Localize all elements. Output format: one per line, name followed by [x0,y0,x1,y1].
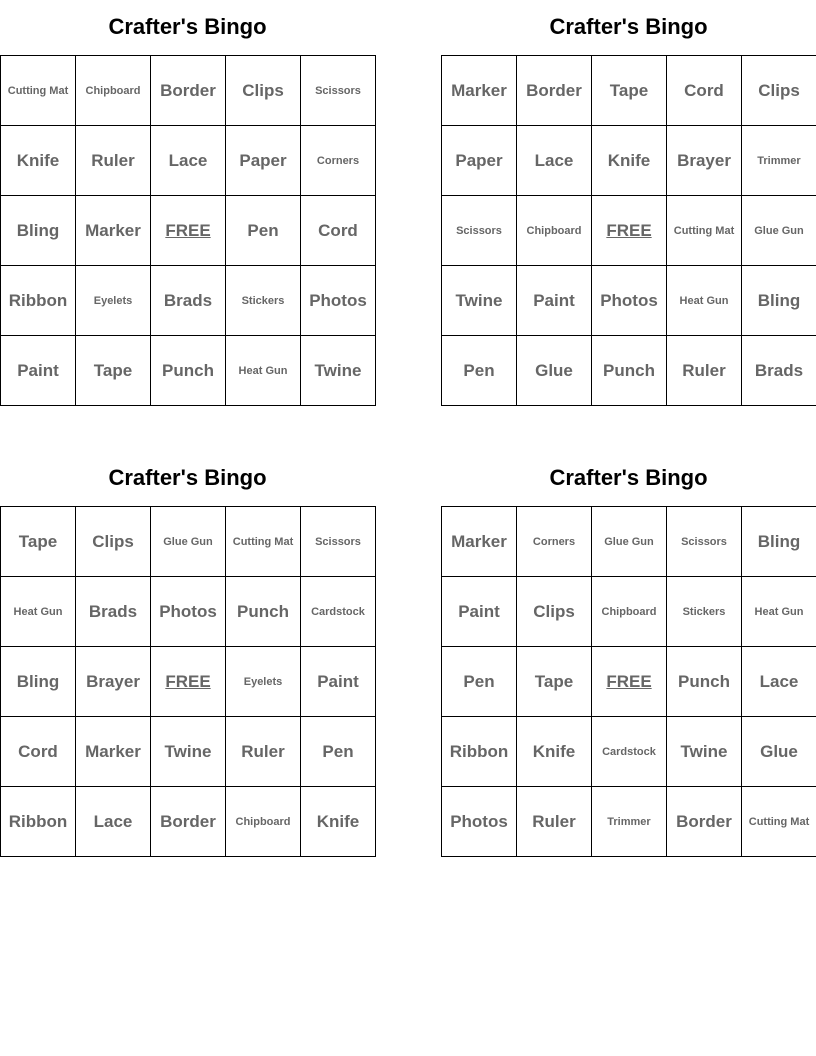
grid-row [1,787,376,857]
bingo-cell: Punch [151,336,226,406]
bingo-cell: Glue Gun [592,507,667,577]
bingo-cell: Knife [301,787,376,857]
bingo-cell: Ribbon [1,787,76,857]
grid-row [442,56,816,126]
bingo-cell: Cutting Mat [742,787,816,857]
bingo-cell: Glue Gun [742,196,816,266]
bingo-cell: Chipboard [592,577,667,647]
bingo-cell: Stickers [667,577,742,647]
bingo-cell: Glue [742,717,816,787]
free-space-cell: FREE [151,196,226,266]
bingo-cell: Paint [442,577,517,647]
bingo-cell: Photos [301,266,376,336]
free-space-cell: FREE [592,647,667,717]
bingo-cell: Corners [517,507,592,577]
bingo-card-3 [0,451,375,857]
bingo-cell: Scissors [442,196,517,266]
bingo-cell: Punch [226,577,301,647]
bingo-card-2 [441,0,816,406]
bingo-cell: Cord [301,196,376,266]
grid-row [442,577,816,647]
bingo-cell: Twine [667,717,742,787]
bingo-cell: Marker [442,56,517,126]
bingo-cell: Scissors [301,56,376,126]
bingo-cell: Chipboard [517,196,592,266]
bingo-cell: Ruler [667,336,742,406]
grid-row [442,196,816,266]
bingo-cell: Twine [301,336,376,406]
bingo-cell: Glue Gun [151,507,226,577]
bingo-cell: Twine [442,266,517,336]
grid-row [442,787,816,857]
bingo-cell: Lace [76,787,151,857]
bingo-cell: Scissors [301,507,376,577]
bingo-cell: Brayer [76,647,151,717]
bingo-card-4 [441,451,816,857]
bingo-cell: Cord [667,56,742,126]
bingo-cell: Brads [76,577,151,647]
bingo-cell: Tape [592,56,667,126]
bingo-cell: Paper [226,126,301,196]
bingo-cell: Bling [742,266,816,336]
bingo-grid [0,55,376,406]
bingo-cell: Clips [226,56,301,126]
bingo-cell: Cutting Mat [226,507,301,577]
bingo-cell: Border [517,56,592,126]
grid-row [442,647,816,717]
bingo-cell: Lace [517,126,592,196]
bingo-cell: Brads [742,336,816,406]
bingo-cell: Lace [151,126,226,196]
bingo-cell: Photos [151,577,226,647]
bingo-cell: Clips [742,56,816,126]
bingo-cell: Pen [442,336,517,406]
grid-row [1,56,376,126]
bingo-cell: Pen [226,196,301,266]
bingo-cell: Paint [1,336,76,406]
free-space-cell: FREE [592,196,667,266]
bingo-cell: Marker [76,717,151,787]
bingo-cell: Paint [301,647,376,717]
bingo-cell: Marker [442,507,517,577]
bingo-cell: Border [151,787,226,857]
bingo-cell: Punch [592,336,667,406]
bingo-grid [441,55,816,406]
bingo-cell: Paint [517,266,592,336]
bingo-cell: Knife [592,126,667,196]
bingo-cell: Chipboard [226,787,301,857]
grid-row [1,196,376,266]
bingo-cell: Clips [76,507,151,577]
bingo-cell: Trimmer [742,126,816,196]
bingo-cell: Border [667,787,742,857]
bingo-cell: Tape [517,647,592,717]
bingo-cell: Clips [517,577,592,647]
bingo-cell: Photos [442,787,517,857]
bingo-cell: Trimmer [592,787,667,857]
bingo-grid [441,506,816,857]
bingo-cell: Knife [517,717,592,787]
grid-row [1,266,376,336]
bingo-cell: Knife [1,126,76,196]
bingo-cell: Punch [667,647,742,717]
card-title: Crafter's Bingo [549,14,708,39]
bingo-cell: Heat Gun [667,266,742,336]
grid-row [1,507,376,577]
bingo-cell: Pen [442,647,517,717]
grid-row [1,577,376,647]
bingo-cell: Tape [1,507,76,577]
bingo-cell: Eyelets [76,266,151,336]
bingo-cell: Heat Gun [226,336,301,406]
bingo-cell: Corners [301,126,376,196]
bingo-cell: Pen [301,717,376,787]
bingo-card-1 [0,0,375,406]
grid-row [1,717,376,787]
bingo-cell: Cutting Mat [1,56,76,126]
bingo-cell: Glue [517,336,592,406]
bingo-cell: Heat Gun [1,577,76,647]
bingo-cell: Eyelets [226,647,301,717]
grid-row [1,126,376,196]
card-title: Crafter's Bingo [108,465,267,490]
bingo-cell: Ruler [76,126,151,196]
grid-row [442,266,816,336]
bingo-cell: Heat Gun [742,577,816,647]
bingo-cell: Tape [76,336,151,406]
bingo-cell: Photos [592,266,667,336]
bingo-cell: Paper [442,126,517,196]
bingo-cell: Cutting Mat [667,196,742,266]
bingo-cell: Cardstock [301,577,376,647]
card-title: Crafter's Bingo [549,465,708,490]
bingo-cell: Ribbon [1,266,76,336]
free-space-cell: FREE [151,647,226,717]
bingo-cell: Bling [742,507,816,577]
bingo-cell: Lace [742,647,816,717]
grid-row [1,647,376,717]
bingo-cell: Marker [76,196,151,266]
bingo-cell: Brads [151,266,226,336]
bingo-cell: Chipboard [76,56,151,126]
grid-row [442,507,816,577]
bingo-grid [0,506,376,857]
bingo-cell: Ribbon [442,717,517,787]
grid-row [442,717,816,787]
bingo-cell: Stickers [226,266,301,336]
bingo-cell: Cardstock [592,717,667,787]
bingo-cell: Twine [151,717,226,787]
bingo-cell: Bling [1,196,76,266]
card-title: Crafter's Bingo [108,14,267,39]
bingo-cell: Scissors [667,507,742,577]
grid-row [442,126,816,196]
bingo-cell: Ruler [226,717,301,787]
bingo-cell: Cord [1,717,76,787]
bingo-cell: Border [151,56,226,126]
bingo-cell: Ruler [517,787,592,857]
bingo-cell: Brayer [667,126,742,196]
bingo-cell: Bling [1,647,76,717]
grid-row [1,336,376,406]
grid-row [442,336,816,406]
